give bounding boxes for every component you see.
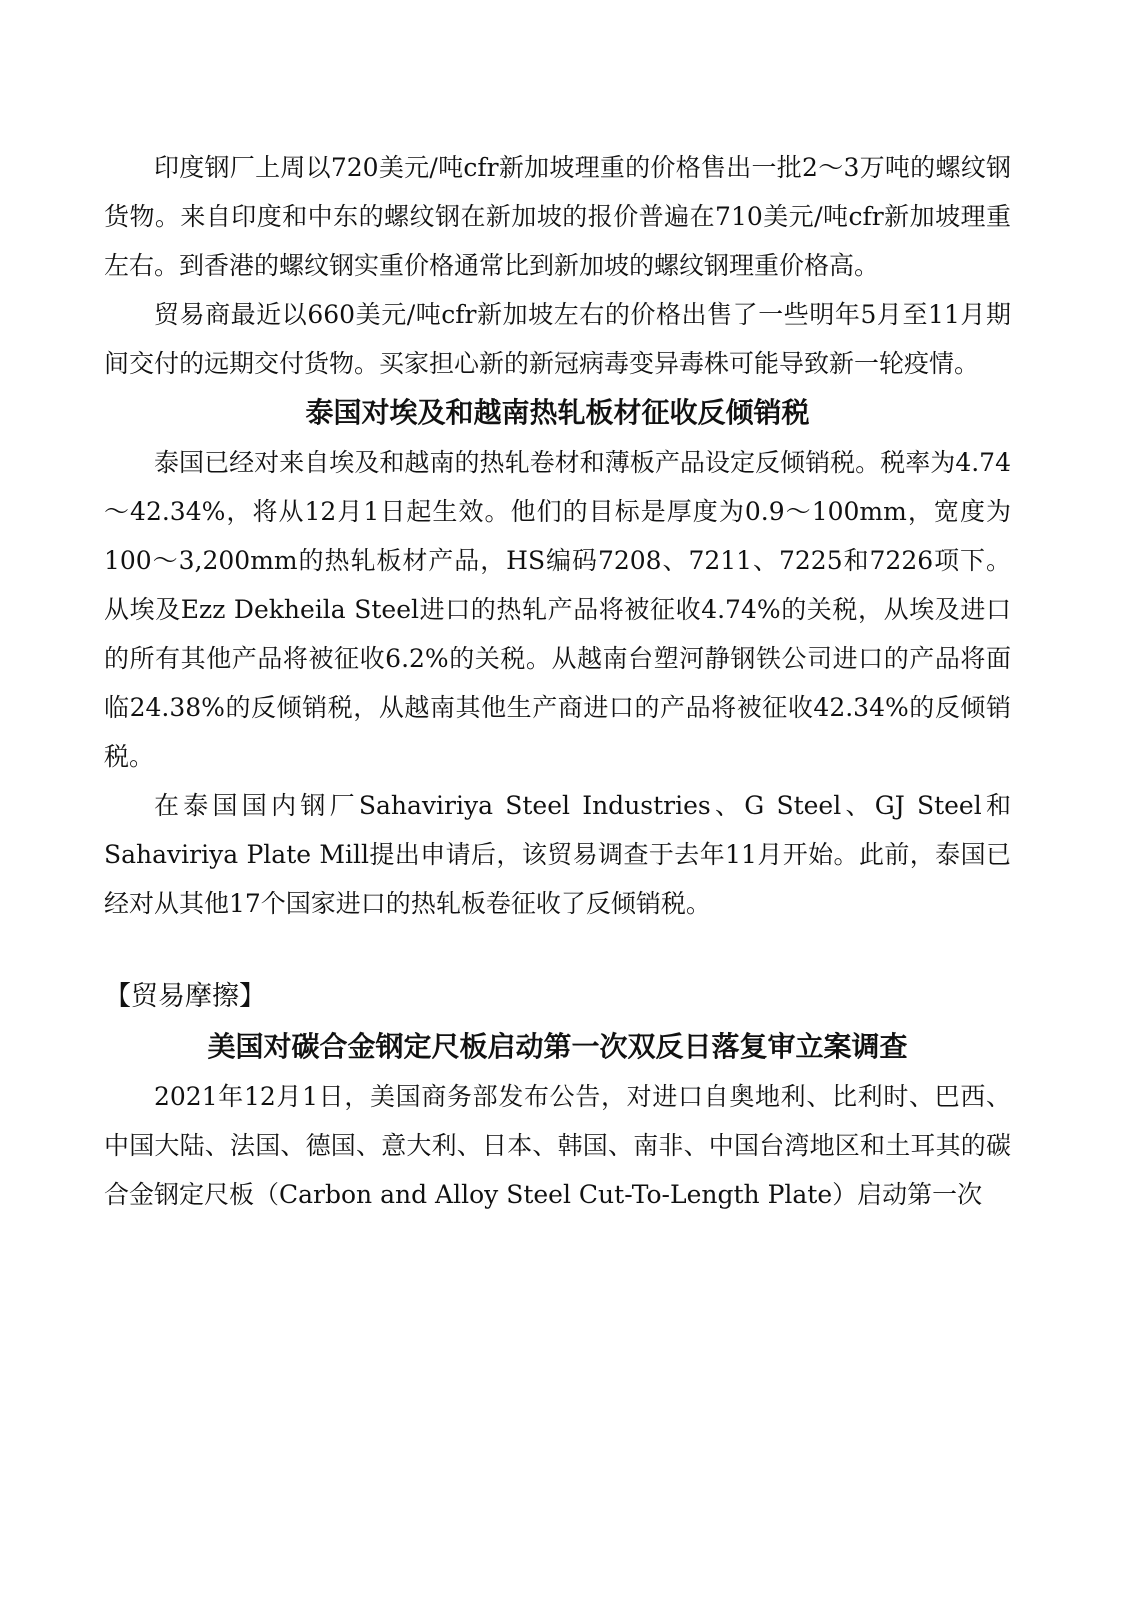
section-tag: 【贸易摩擦】 [104,981,266,1012]
section-spacer [104,928,1011,972]
article-title: 泰国对埃及和越南热轧板材征收反倾销税 [305,396,810,429]
body-paragraph: 印度钢厂上周以720美元/吨cfr新加坡理重的价格售出一批2～3万吨的螺纹钢货物。来自印度和中东的螺纹钢在新加坡的报价普遍在710美元/吨cfr新加坡理重左右。到香港的螺纹钢实重价格通常比到新加坡的螺纹钢理重价格高。 [104,153,1011,280]
article-title: 美国对碳合金钢定尺板启动第一次双反日落复审立案调查 [207,1030,908,1063]
body-paragraph: 在泰国国内钢厂Sahaviriya Steel Industries、G Steel、GJ Steel和Sahaviriya Plate Mill提出申请后，该贸易调查于去年11月开始。此前，泰国已经对从其他17个国家进口的热轧板卷征收了反倾销税。 [104,791,1011,918]
body-paragraph: 2021年12月1日，美国商务部发布公告，对进口自奥地利、比利时、巴西、中国大陆、法国、德国、意大利、日本、韩国、南非、中国台湾地区和土耳其的碳合金钢定尺板（Carbon and Alloy Steel Cut-To-Length Plate）启动第一次 [104,1082,1011,1209]
body-paragraph: 贸易商最近以660美元/吨cfr新加坡左右的价格出售了一些明年5月至11月期间交付的远期交付货物。买家担心新的新冠病毒变异毒株可能导致新一轮疫情。 [104,300,1011,378]
body-paragraph: 泰国已经对来自埃及和越南的热轧卷材和薄板产品设定反倾销税。税率为4.74～42.34%，将从12月1日起生效。他们的目标是厚度为0.9～100mm，宽度为100～3,200mm的热轧板材产品，HS编码7208、7211、7225和7226项下。从埃及Ezz Dekheila Steel进口的热轧产品将被征收4.74%的关税，从埃及进口的所有其他产品将被征收6.2%的关税。从越南台塑河静钢铁公司进口的产品将面临24.38%的反倾销税，从越南其他生产商进口的产品将被征收42.34%的反倾销税。 [104,448,1011,771]
